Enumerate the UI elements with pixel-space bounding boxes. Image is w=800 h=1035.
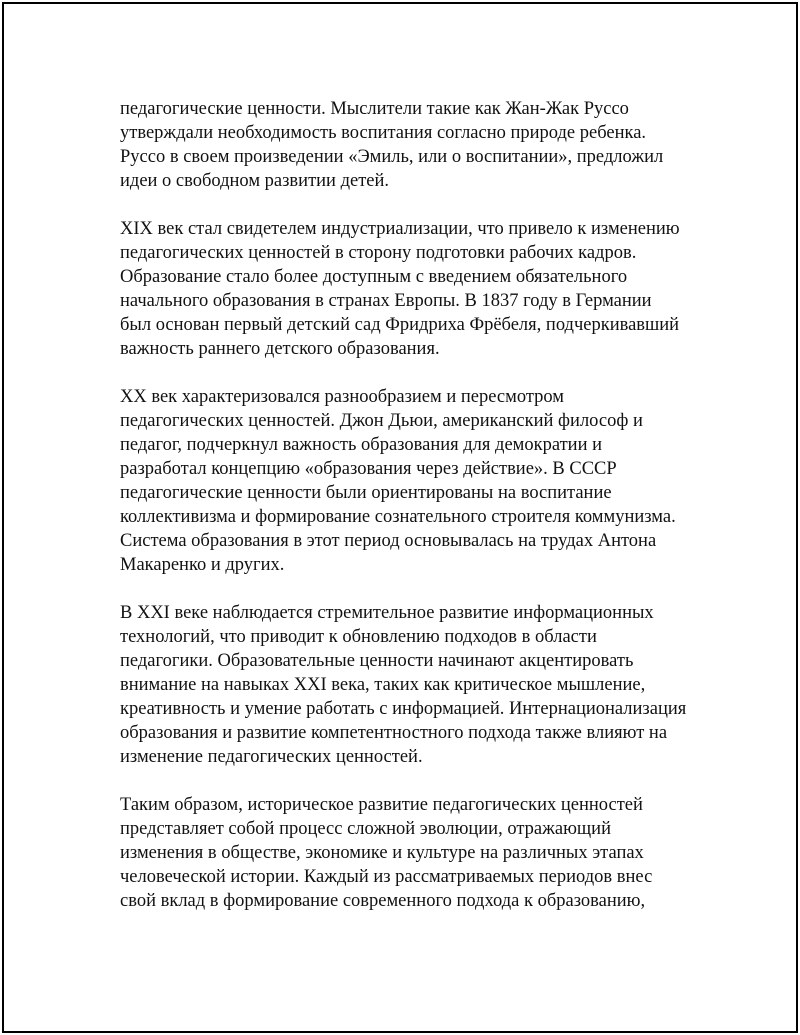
text-line: представляет собой процесс сложной эволюции, отражающий [120,819,611,839]
text-line: Образование стало более доступным с введением обязательного [120,267,628,287]
text-line: изменения в обществе, экономике и культуре на различных этапах [120,843,644,863]
document-body [120,97,688,937]
text-line: XX век характеризовался разнообразием и пересмотром [120,387,564,407]
text-line: технологий, что приводит к обновлению подходов в области [120,627,597,647]
document-page [2,2,798,1033]
text-line: начального образования в странах Европы. В 1837 году в Германии [120,291,652,311]
text-line: педагог, подчеркнул важность образования для демократии и [120,435,603,455]
text-line: В XXI веке наблюдается стремительное развитие информационных [120,603,654,623]
text-line: свой вклад в формирование современного подхода к образованию, [120,891,646,911]
text-line: коллективизма и формирование сознательного строителя коммунизма. [120,507,676,527]
text-line: Таким образом, историческое развитие педагогических ценностей [120,795,643,815]
text-line: важность раннего детского образования. [120,339,440,359]
text-line: изменение педагогических ценностей. [120,747,423,767]
text-line: педагогики. Образовательные ценности начинают акцентировать [120,651,634,671]
text-line: Система образования в этот период основывалась на трудах Антона [120,531,657,551]
paragraph-20th-century [120,385,688,577]
text-line: педагогических ценностей. Джон Дьюи, американский философ и [120,411,643,431]
text-line: XIX век стал свидетелем индустриализации, что привело к изменению [120,219,680,239]
text-line: педагогические ценности. Мыслители такие как Жан-Жак Руссо [120,99,629,119]
paragraph-19th-century [120,217,688,361]
text-line: Макаренко и других. [120,555,285,575]
text-line: образования и развитие компетентностного подхода также влияют на [120,723,668,743]
text-line: человеческой истории. Каждый из рассматриваемых периодов внес [120,867,653,887]
paragraph-21st-century [120,601,688,769]
text-line: идеи о свободном развитии детей. [120,171,390,191]
text-line: педагогические ценности были ориентированы на воспитание [120,483,612,503]
paragraph-conclusion [120,793,688,913]
text-line: внимание на навыках XXI века, таких как критическое мышление, [120,675,646,695]
text-line: утверждали необходимость воспитания согласно природе ребенка. [120,123,647,143]
text-line: разработал концепцию «образования через действие». В СССР [120,459,617,479]
text-line: креативность и умение работать с информацией. Интернационализация [120,699,687,719]
text-line: Руссо в своем произведении «Эмиль, или о воспитании», предложил [120,147,664,167]
text-line: был основан первый детский сад Фридриха Фрёбеля, подчеркивавший [120,315,680,335]
text-line: педагогических ценностей в сторону подготовки рабочих кадров. [120,243,637,263]
paragraph-rousseau [120,97,688,193]
